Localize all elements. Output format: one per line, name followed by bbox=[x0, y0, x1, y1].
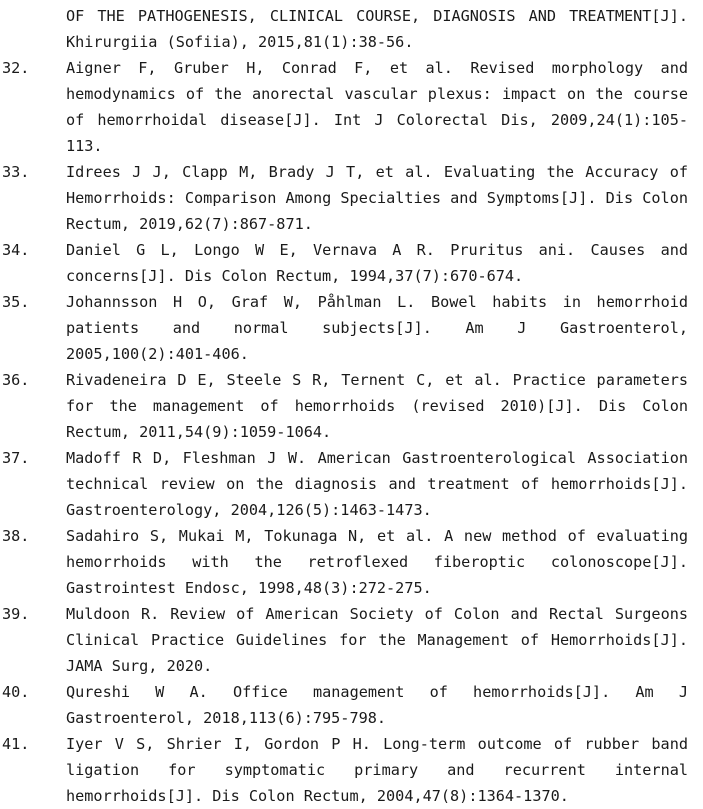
reference-number: 36. bbox=[2, 371, 30, 389]
reference-text: Johannsson H O, Graf W, Påhlman L. Bowel habits in hemorrhoid patients and normal subjects[J]. Am J Gastroenterol, 2005,100(2):401-406. bbox=[66, 293, 688, 363]
reference-item bbox=[0, 601, 703, 679]
reference-item bbox=[0, 237, 703, 289]
reference-item bbox=[0, 3, 703, 55]
reference-number: 35. bbox=[2, 293, 30, 311]
reference-text: Daniel G L, Longo W E, Vernava A R. Pruritus ani. Causes and concerns[J]. Dis Colon Rectum, 1994,37(7):670-674. bbox=[66, 241, 688, 285]
reference-number: 33. bbox=[2, 163, 30, 181]
reference-text: Muldoon R. Review of American Society of Colon and Rectal Surgeons Clinical Practice Guidelines for the Management of Hemorrhoids[J]. JAMA Surg, 2020. bbox=[66, 605, 688, 675]
reference-number: 37. bbox=[2, 449, 30, 467]
reference-item bbox=[0, 523, 703, 601]
reference-text: Sadahiro S, Mukai M, Tokunaga N, et al. A new method of evaluating hemorrhoids with the retroflexed fiberoptic colonoscope[J]. Gastrointest Endosc, 1998,48(3):272-275. bbox=[66, 527, 688, 597]
reference-text: Idrees J J, Clapp M, Brady J T, et al. Evaluating the Accuracy of Hemorrhoids: Comparison Among Specialties and Symptoms[J]. Dis Colon Rectum, 2019,62(7):867-871. bbox=[66, 163, 688, 233]
reference-number: 34. bbox=[2, 241, 30, 259]
reference-number: 39. bbox=[2, 605, 30, 623]
reference-text: Madoff R D, Fleshman J W. American Gastroenterological Association technical review on the diagnosis and treatment of hemorrhoids[J]. Gastroenterology, 2004,126(5):1463-1473. bbox=[66, 449, 688, 519]
reference-item bbox=[0, 367, 703, 445]
reference-item bbox=[0, 679, 703, 731]
reference-item bbox=[0, 289, 703, 367]
reference-text: Iyer V S, Shrier I, Gordon P H. Long-term outcome of rubber band ligation for symptomatic primary and recurrent internal hemorrhoids[J]. Dis Colon Rectum, 2004,47(8):1364-1370. bbox=[66, 735, 688, 805]
reference-text: Aigner F, Gruber H, Conrad F, et al. Revised morphology and hemodynamics of the anorectal vascular plexus: impact on the course of hemorrhoidal disease[J]. Int J Colorectal Dis, 2009,24(1):105-113. bbox=[66, 59, 688, 155]
reference-text: OF THE PATHOGENESIS, CLINICAL COURSE, DIAGNOSIS AND TREATMENT[J]. Khirurgiia (Sofiia), 2015,81(1):38-56. bbox=[66, 7, 688, 51]
reference-number: 38. bbox=[2, 527, 30, 545]
reference-number: 41. bbox=[2, 735, 30, 753]
reference-item bbox=[0, 55, 703, 159]
reference-text: Rivadeneira D E, Steele S R, Ternent C, et al. Practice parameters for the management of hemorrhoids (revised 2010)[J]. Dis Colon Rectum, 2011,54(9):1059-1064. bbox=[66, 371, 688, 441]
reference-item bbox=[0, 159, 703, 237]
reference-text: Qureshi W A. Office management of hemorrhoids[J]. Am J Gastroenterol, 2018,113(6):795-798. bbox=[66, 683, 688, 727]
reference-item bbox=[0, 731, 703, 809]
reference-list bbox=[0, 3, 703, 809]
reference-item bbox=[0, 445, 703, 523]
reference-number: 32. bbox=[2, 59, 30, 77]
reference-number: 40. bbox=[2, 683, 30, 701]
